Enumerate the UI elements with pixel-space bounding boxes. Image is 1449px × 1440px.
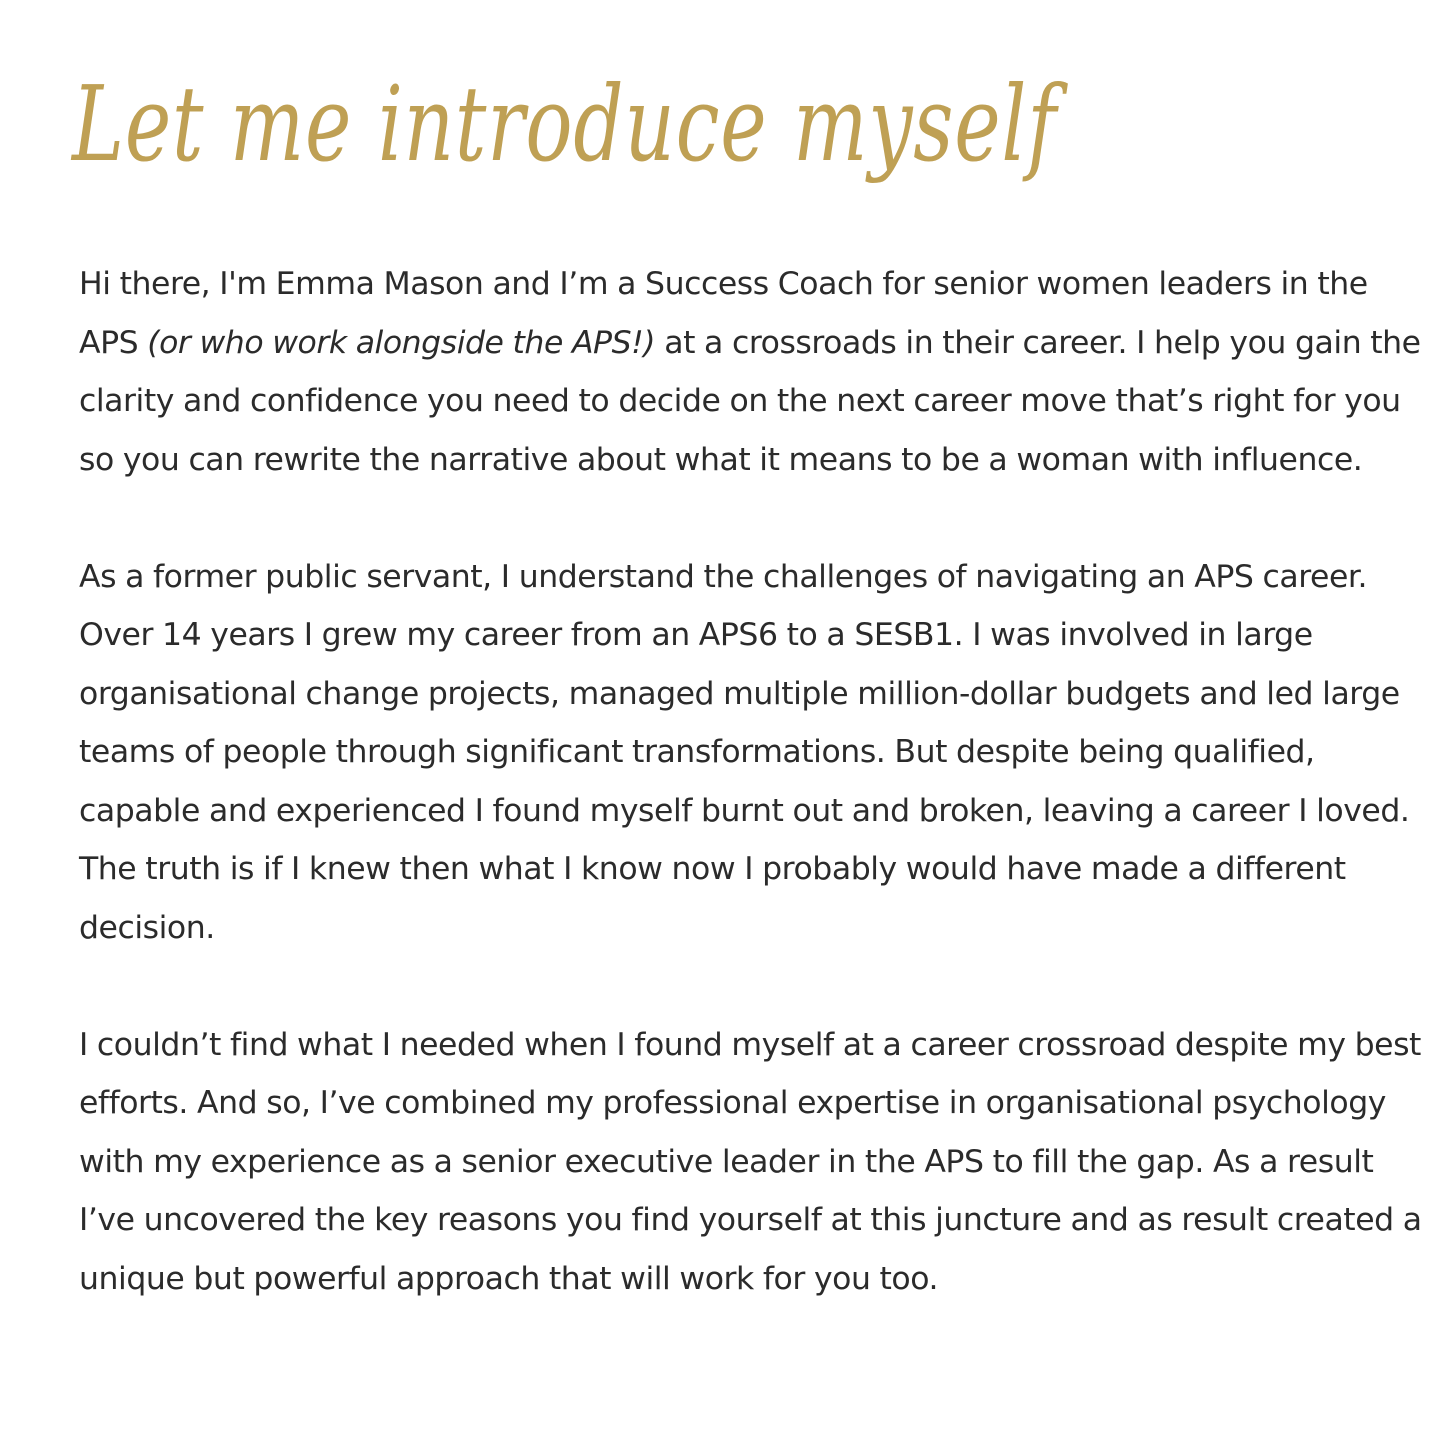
paragraph-approach: I couldn’t find what I needed when I found myself at a career crossroad despite my best efforts. And so, I’ve combined my professional expertise in organisational psychology with my experience as a senior executive leader in the APS to fill the gap. As a result I’ve uncovered the key reasons you find yourself at this juncture and as result created a unique but powerful approach that will work for you too. [79,1026,1422,1297]
paragraph-intro-italic: (or who work alongside the APS!) [147,324,656,361]
heading-text: Let me introduce myself [70,63,1068,185]
script-heading-graphic [62,38,1082,228]
intro-body [79,255,1424,1308]
paragraph-background: As a former public servant, I understand the challenges of navigating an APS career. Over 14 years I grew my career from an APS6 to a SESB1. I was involved in large organisational change projects, managed multiple million-dollar budgets and led large teams of people through significant transformations. But despite being qualified, capable and experienced I found myself burnt out and broken, leaving a career I loved. The truth is if I knew then what I know now I probably would have made a different decision. [79,558,1410,946]
paragraph-intro-text-end: at a crossroads in their career. I help you gain the clarity and confidence you need to decide on the next career move that’s right for you so you can rewrite the narrative about what it means to be a woman with influence. [79,324,1421,478]
paragraph-intro-text: Hi there, I'm Emma Mason and I’m a Success Coach for senior women leaders in the APS [79,266,1368,361]
script-heading [62,38,1082,228]
paragraph-intro [79,255,1424,489]
